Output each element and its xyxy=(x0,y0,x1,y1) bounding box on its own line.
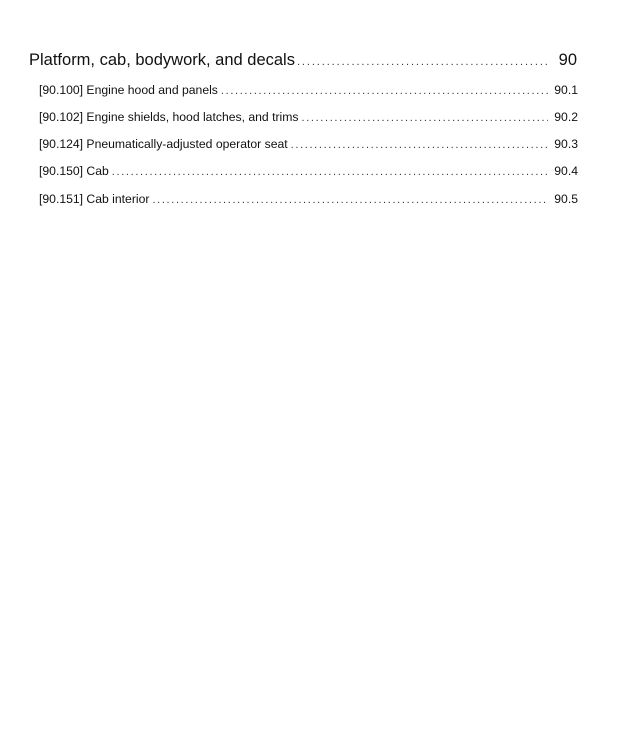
section-title: Platform, cab, bodywork, and decals xyxy=(29,51,295,69)
entry-page-number: 90.1 xyxy=(554,83,578,97)
dot-leader xyxy=(291,137,549,153)
toc-entry[interactable] xyxy=(39,136,578,153)
entry-title: [90.124] Pneumatically-adjusted operator seat xyxy=(39,137,288,151)
entry-page-number: 90.4 xyxy=(554,164,578,178)
dot-leader xyxy=(301,110,548,126)
entry-title: [90.150] Cab xyxy=(39,164,109,178)
entry-page-number: 90.3 xyxy=(554,137,578,151)
dot-leader xyxy=(297,51,549,73)
toc-entry[interactable] xyxy=(39,82,578,99)
dot-leader xyxy=(152,192,548,208)
entry-page-number: 90.2 xyxy=(554,110,578,124)
entry-title: [90.151] Cab interior xyxy=(39,192,150,206)
dot-leader xyxy=(221,83,548,99)
entry-title: [90.100] Engine hood and panels xyxy=(39,83,218,97)
toc-entry[interactable] xyxy=(39,191,578,208)
section-page-number: 90 xyxy=(558,51,577,69)
toc-entry[interactable] xyxy=(39,163,578,180)
toc-entry[interactable] xyxy=(39,109,578,126)
dot-leader xyxy=(112,164,548,180)
entry-title: [90.102] Engine shields, hood latches, and trims xyxy=(39,110,299,124)
toc-section-heading[interactable] xyxy=(29,49,577,73)
entry-page-number: 90.5 xyxy=(554,192,578,206)
